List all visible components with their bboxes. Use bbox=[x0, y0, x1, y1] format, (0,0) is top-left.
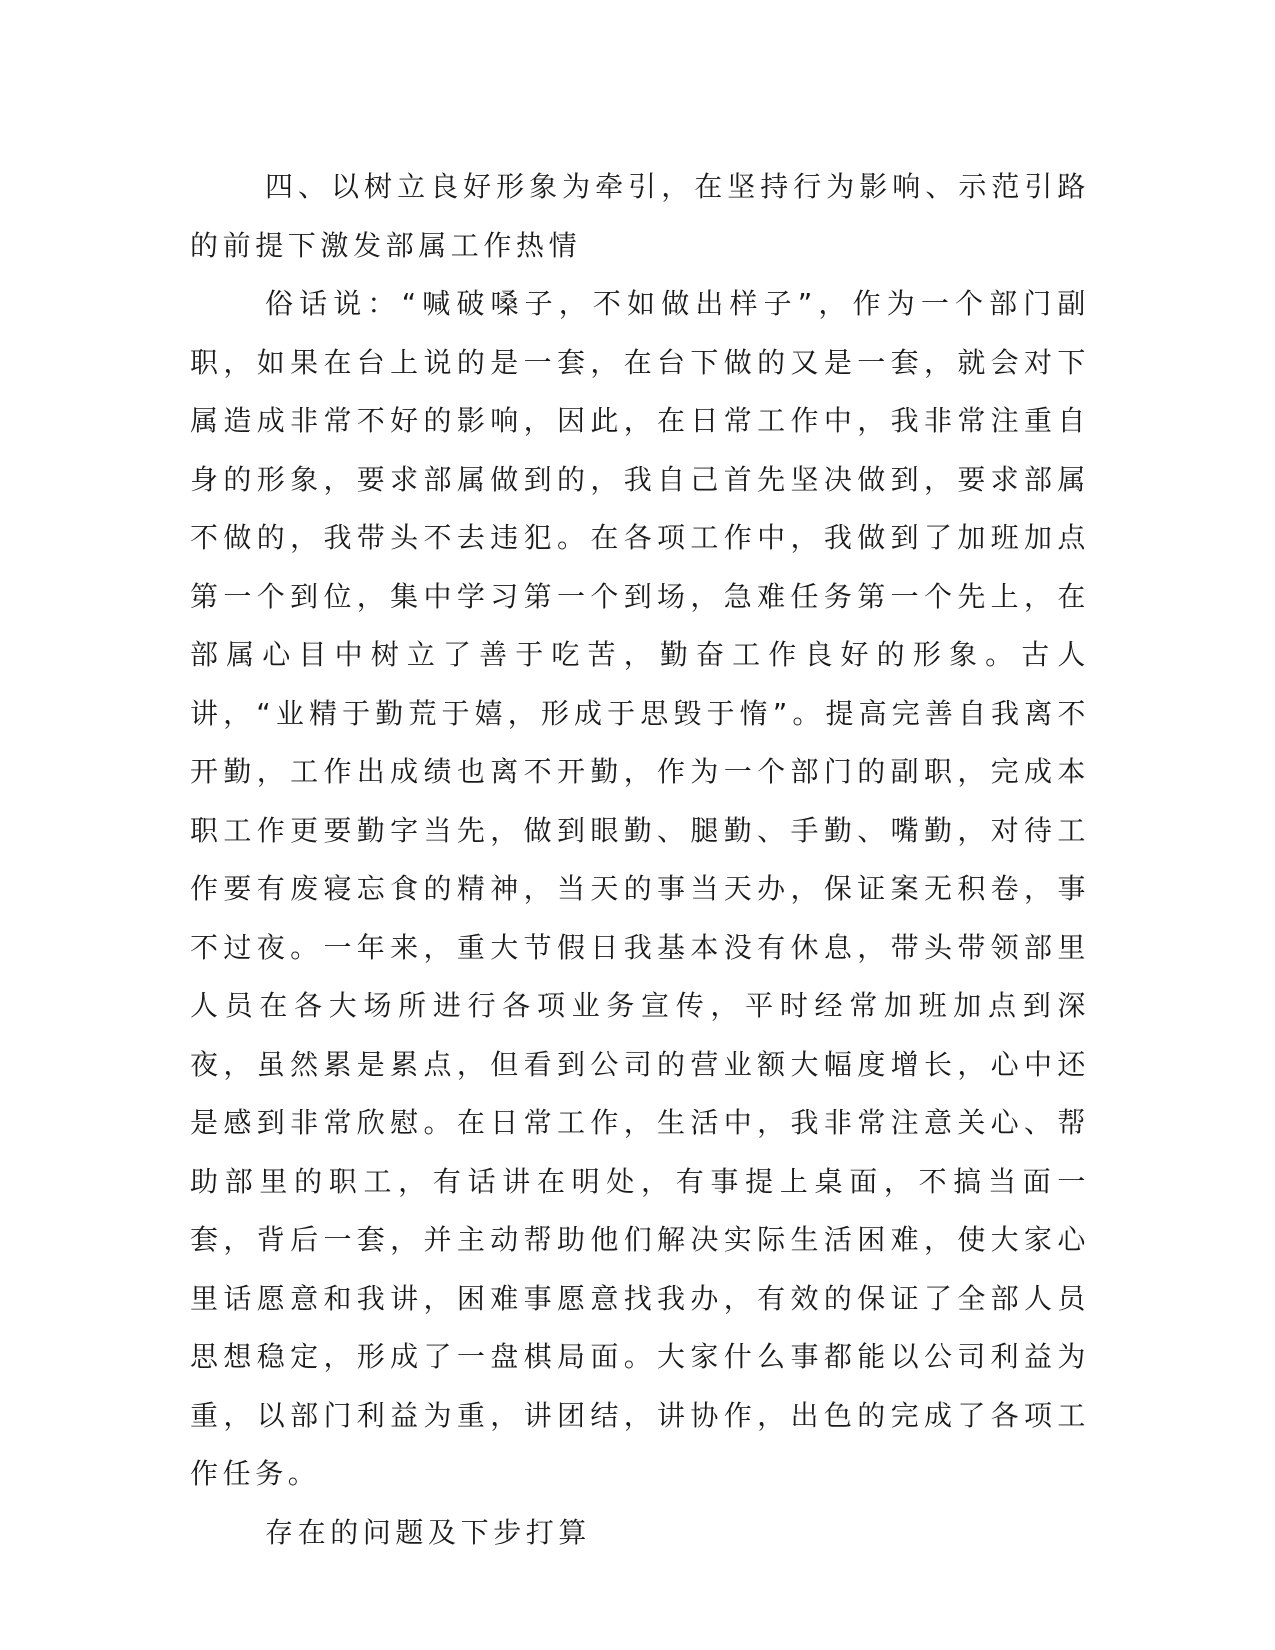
body-paragraph: 俗话说：“喊破嗓子，不如做出样子”，作为一个部门副职，如果在台上说的是一套，在台下做的又是一套，就会对下属造成非常不好的影响，因此，在日常工作中，我非常注重自身的形象，要求部属做到的，我自己首先坚决做到，要求部属不做的，我带头不去违犯。在各项工作中，我做到了加班加点第一个到位，集中学习第一个到场，急难任务第一个先上，在部属心目中树立了善于吃苦，勤奋工作良好的形象。古人讲，“业精于勤荒于嬉，形成于思毁于惰”。提高完善自我离不开勤，工作出成绩也离不开勤，作为一个部门的副职，完成本职工作更要勤字当先，做到眼勤、腿勤、手勤、嘴勤，对待工作要有废寝忘食的精神，当天的事当天办，保证案无积卷，事不过夜。一年来，重大节假日我基本没有休息，带头带领部里人员在各大场所进行各项业务宣传，平时经常加班加点到深夜，虽然累是累点，但看到公司的营业额大幅度增长，心中还是感到非常欣慰。在日常工作，生活中，我非常注意关心、帮助部里的职工，有话讲在明处，有事提上桌面，不搞当面一套，背后一套，并主动帮助他们解决实际生活困难，使大家心里话愿意和我讲，困难事愿意找我办，有效的保证了全部人员思想稳定，形成了一盘棋局面。大家什么事都能以公司利益为重，以部门利益为重，讲团结，讲协作，出色的完成了各项工作任务。 bbox=[190, 287, 1090, 1490]
document-body bbox=[190, 158, 1090, 1562]
section-heading: 四、以树立良好形象为牵引，在坚持行为影响、示范引路的前提下激发部属工作热情 bbox=[190, 170, 1090, 262]
next-section-heading: 存在的问题及下步打算 bbox=[265, 1515, 592, 1549]
